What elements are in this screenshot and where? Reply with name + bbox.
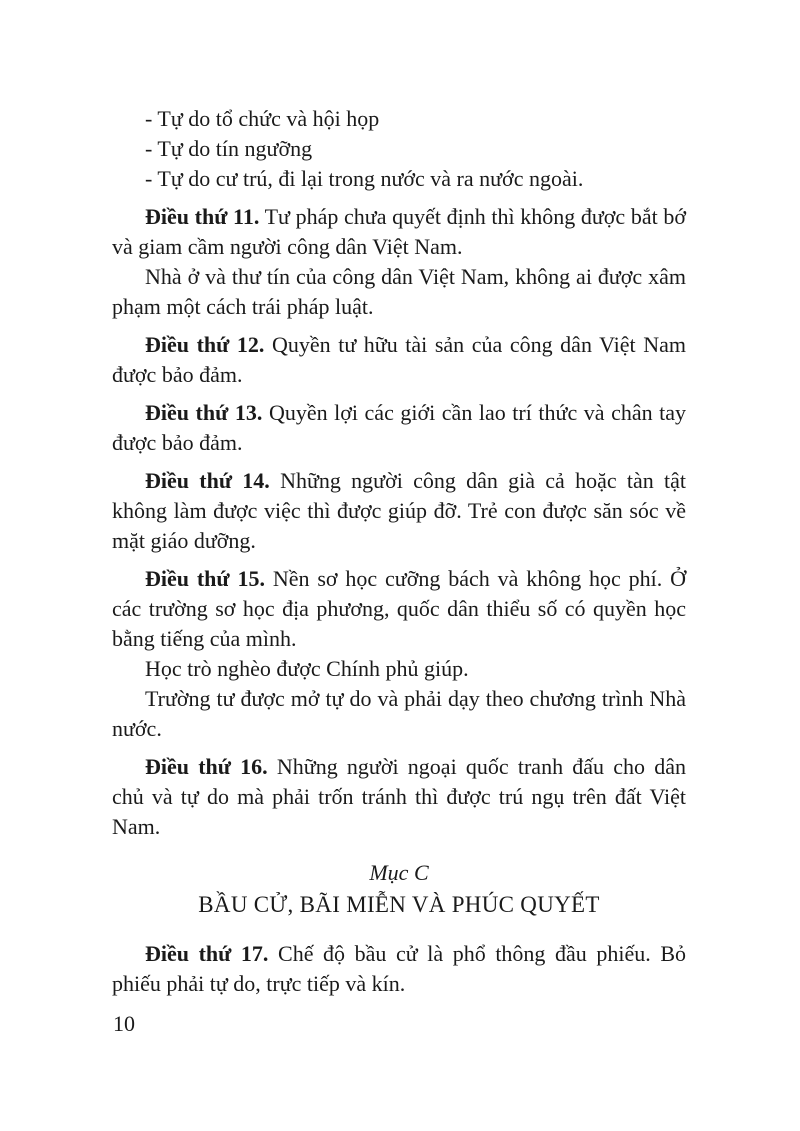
freedom-list-item: - Tự do tổ chức và hội họp: [145, 106, 380, 131]
article-12-paragraph: [112, 330, 686, 390]
article-14-number-label: Điều thứ 14.: [145, 468, 270, 493]
article-17-paragraph: [112, 939, 686, 999]
article-13-text: Quyền lợi các giới cần lao trí thức và chân tay được bảo đảm.: [112, 400, 687, 455]
page-number: 10: [113, 1011, 135, 1036]
article-15-continuation: Học trò nghèo được Chính phủ giúp.: [145, 656, 469, 681]
article-14-paragraph: [112, 466, 686, 556]
section-kicker: Mục C: [369, 860, 429, 885]
article-14-text: Những người công dân già cả hoặc tàn tật không làm được việc thì được giúp đỡ. Trẻ con được săn sóc về mặt giáo dưỡng.: [112, 468, 686, 553]
article-11-continuation: Nhà ở và thư tín của công dân Việt Nam, không ai được xâm phạm một cách trái pháp luật.: [112, 264, 686, 319]
section-title: BẦU CỬ, BÃI MIỄN VÀ PHÚC QUYẾT: [198, 892, 600, 917]
article-13-number-label: Điều thứ 13.: [145, 400, 263, 425]
article-15-paragraph: [112, 564, 686, 654]
article-17-text: Chế độ bầu cử là phổ thông đầu phiếu. Bỏ phiếu phải tự do, trực tiếp và kín.: [112, 941, 687, 996]
article-16-number-label: Điều thứ 16.: [145, 754, 268, 779]
document-text-block: [112, 104, 686, 999]
article-12-number-label: Điều thứ 12.: [145, 332, 265, 357]
article-11-number-label: Điều thứ 11.: [145, 204, 260, 229]
article-11-text: Tư pháp chưa quyết định thì không được bắt bớ và giam cầm người công dân Việt Nam.: [112, 204, 686, 259]
freedom-list-item: - Tự do tín ngưỡng: [145, 136, 313, 161]
article-16-paragraph: [112, 752, 686, 842]
article-13-paragraph: [112, 398, 686, 458]
article-15-number-label: Điều thứ 15.: [145, 566, 265, 591]
article-12-text: Quyền tư hữu tài sản của công dân Việt Nam được bảo đảm.: [112, 332, 687, 387]
article-15-text: Nền sơ học cưỡng bách và không học phí. Ở các trường sơ học địa phương, quốc dân thiểu số có quyền học bằng tiếng của mình.: [112, 566, 687, 651]
article-15-continuation: Trường tư được mở tự do và phải dạy theo chương trình Nhà nước.: [112, 686, 686, 741]
article-17-number-label: Điều thứ 17.: [145, 941, 269, 966]
article-16-text: Những người ngoại quốc tranh đấu cho dân chủ và tự do mà phải trốn tránh thì được trú ngụ trên đất Việt Nam.: [112, 754, 687, 839]
freedom-list-item: - Tự do cư trú, đi lại trong nước và ra nước ngoài.: [145, 166, 584, 191]
article-11-paragraph: [112, 202, 686, 262]
